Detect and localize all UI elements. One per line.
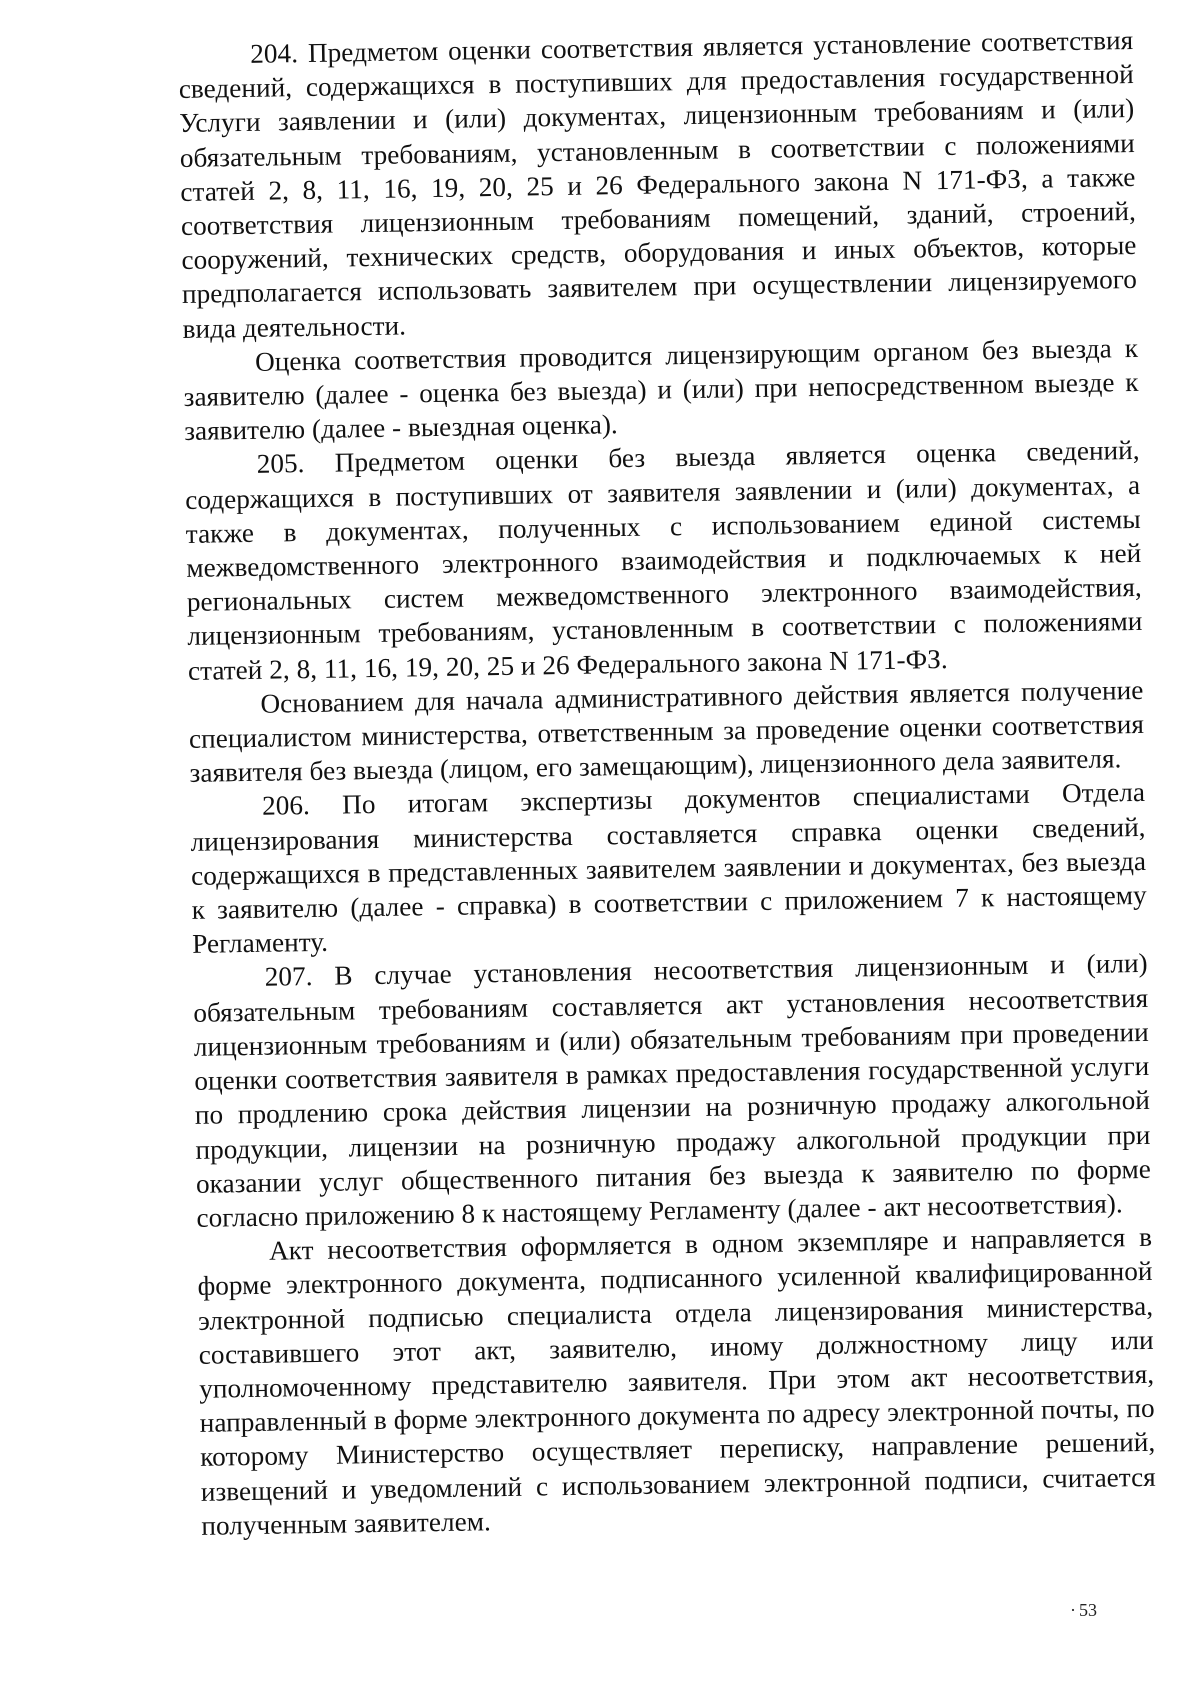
page-number-value: 53 — [1079, 1600, 1097, 1620]
paragraph-grounds: Основанием для начала административного действия является получение специалистом министерства, ответственным за проведение оценки соответствия заявителя без выезда (лицом, его замещающим), лицензионного дела заявителя. — [188, 674, 1145, 789]
scan-dot-mark: · — [1070, 1600, 1076, 1620]
paragraph-act-delivery: Акт несоответствия оформляется в одном экземпляре и направляется в форме электронного документа, подписанного усиленной квалифицированной электронной подписью специалиста отдела лицензирования министерства, составившего этот акт, заявителю, иному должностному лицу или уполномоченному представителю заявителя. При этом акт несоответствия, направленный в форме электронного документа по адресу электронной почты, по которому Министерство осуществляет переписку, направление решений, извещений и уведомлений с использованием электронной подписи, считается полученным заявителем. — [197, 1221, 1156, 1541]
paragraph-207: 207. В случае установления несоответствия лицензионным и (или) обязательным требованиям составляется акт установления несоответствия лицензионным требованиям и (или) обязательным требованиям при проведении оценки соответствия заявителя в рамках предоставления государственной услуги по продлению срока действия лицензии на розничную продажу алкогольной продукции, лицензии на розничную продажу алкогольной продукции при оказании услуг общественного питания без выезда к заявителю по форме согласно приложению 8 к настоящему Регламенту (далее - акт несоответствия). — [193, 948, 1152, 1233]
document-body — [178, 23, 1157, 1543]
paragraph-assessment-types: Оценка соответствия проводится лицензирующим органом без выезда к заявителю (далее - оценка без выезда) и (или) при непосредственном выезде к заявителю (далее - выездная оценка). — [183, 332, 1139, 447]
paragraph-205: 205. Предметом оценки без выезда является оценка сведений, содержащихся в поступивших от заявителя заявлении и (или) документах, а также в документах, полученных с использованием единой системы межведомственного электронного взаимодействия и подключаемых к ней региональных систем межведомственного электронного взаимодействия, лицензионным требованиям, установленным в соответствии с положениями статей 2, 8, 11, 16, 19, 20, 25 и 26 Федерального закона N 171-ФЗ. — [185, 435, 1143, 686]
page-number — [1070, 1600, 1097, 1621]
paragraph-206: 206. По итогам экспертизы документов специалистами Отдела лицензирования министерства составляется справка оценки сведений, содержащихся в представленных заявителем заявлении и документах, без выезда к заявителю (далее - справка) в соответствии с приложением 7 к настоящему Регламенту. — [190, 777, 1147, 960]
paragraph-204: 204. Предметом оценки соответствия является установление соответствия сведений, содержащихся в поступивших для предоставления государственной Услуги заявлении и (или) документах, лицензионным требованиям и (или) обязательным требованиям, установленным в соответствии с положениями статей 2, 8, 11, 16, 19, 20, 25 и 26 Федерального закона N 171-ФЗ, а также соответствия лицензионным требованиям помещений, зданий, строений, сооружений, технических средств, оборудования и иных объектов, которые предполагается использовать заявителем при осуществлении лицензируемого вида деятельности. — [178, 24, 1138, 344]
